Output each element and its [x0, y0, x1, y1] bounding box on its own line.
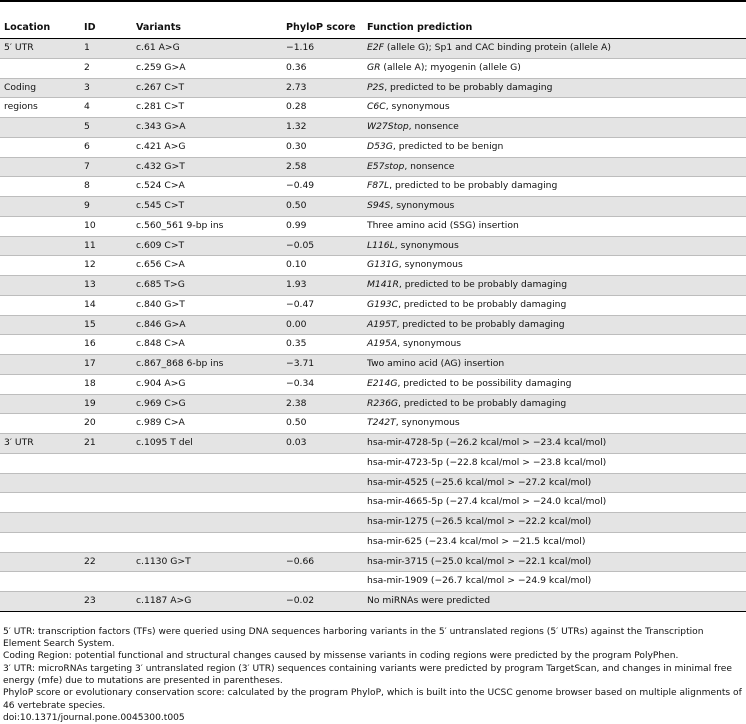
variant-cell: c.1095 T del — [132, 434, 282, 454]
function-prediction-text: , nonsence — [408, 121, 459, 132]
function-prediction-text: hsa-mir-4728-5p (−26.2 kcal/mol > −23.4 kcal/mol) — [367, 437, 607, 448]
location-cell — [0, 137, 80, 157]
table-row — [0, 394, 746, 414]
phylop-score-cell: 0.35 — [282, 335, 363, 355]
phylop-score-cell: 0.03 — [282, 434, 363, 454]
function-prediction-text: , predicted to be benign — [392, 140, 504, 152]
function-prediction-text: hsa-mir-1909 (−26.7 kcal/mol > −24.9 kcal/mol) — [367, 575, 592, 587]
table-row — [0, 513, 746, 533]
variant-cell: c.848 C>A — [132, 335, 282, 355]
function-prediction-cell — [363, 256, 746, 276]
variant-cell: c.421 A>G — [132, 137, 282, 157]
variant-cell: c.524 C>A — [132, 177, 282, 197]
location-cell — [0, 532, 80, 552]
function-prediction-mutation: M141R — [367, 279, 399, 290]
doi-text: doi:10.1371/journal.pone.0045300.t005 — [3, 712, 185, 723]
location-cell — [0, 414, 80, 434]
phylop-score-cell: −0.05 — [282, 236, 363, 256]
function-prediction-cell — [363, 39, 746, 59]
table-row — [0, 335, 746, 355]
function-prediction-cell — [363, 572, 746, 592]
table-row — [0, 197, 746, 217]
phylop-score-cell: −1.16 — [282, 39, 363, 59]
function-prediction-text: (allele G); Sp1 and CAC binding protein (allele A) — [383, 42, 611, 53]
phylop-score-cell — [282, 513, 363, 533]
function-prediction-text: (allele A); myogenin (allele G) — [380, 61, 521, 73]
function-prediction-cell — [363, 453, 746, 473]
function-prediction-mutation: E214G — [367, 377, 398, 389]
variant-cell: c.989 C>A — [132, 414, 282, 434]
id-cell: 22 — [80, 552, 132, 572]
variant-cell: c.867_868 6-bp ins — [132, 355, 282, 375]
function-prediction-mutation: S94S — [367, 200, 391, 211]
phylop-score-cell: 0.00 — [282, 315, 363, 335]
location-cell — [0, 197, 80, 217]
table-row — [0, 276, 746, 296]
footnote: 3′ UTR: microRNAs targeting 3′ untranslated region (3′ UTR) sequences containing variants were predicted by program TargetScan, and changes in minimal free energy (mfe) due to mutations are presented in parentheses. — [3, 663, 732, 686]
location-cell: 3′ UTR — [0, 434, 80, 454]
table-row — [0, 58, 746, 78]
function-prediction-cell — [363, 216, 746, 236]
variant-cell: c.343 G>A — [132, 118, 282, 138]
function-prediction-mutation: T242T — [367, 417, 396, 429]
table-row — [0, 78, 746, 98]
function-prediction-text: , predicted to be probably damaging — [389, 180, 558, 192]
function-prediction-mutation: D53G — [367, 140, 393, 152]
header-id: ID — [80, 16, 132, 39]
table-row — [0, 236, 746, 256]
id-cell: 19 — [80, 394, 132, 414]
id-cell: 21 — [80, 434, 132, 454]
id-cell — [80, 572, 132, 592]
location-cell — [0, 256, 80, 276]
variant-cell — [132, 493, 282, 513]
location-cell — [0, 177, 80, 197]
location-cell — [0, 276, 80, 296]
id-cell: 11 — [80, 236, 132, 256]
phylop-score-cell: 0.28 — [282, 98, 363, 118]
table-row — [0, 157, 746, 177]
phylop-score-cell — [282, 532, 363, 552]
function-prediction-cell — [363, 98, 746, 118]
location-cell — [0, 355, 80, 375]
table-body — [0, 39, 746, 612]
function-prediction-text: hsa-mir-4665-5p (−27.4 kcal/mol > −24.0 kcal/mol) — [367, 496, 607, 508]
location-cell — [0, 295, 80, 315]
top-rule — [0, 0, 746, 2]
function-prediction-mutation: R236G — [367, 397, 399, 409]
function-prediction-text: Two amino acid (AG) insertion — [367, 358, 505, 369]
function-prediction-text: , predicted to be probably damaging — [396, 318, 565, 330]
location-cell — [0, 216, 80, 236]
function-prediction-cell — [363, 592, 746, 612]
table-row — [0, 414, 746, 434]
phylop-score-cell: 2.38 — [282, 394, 363, 414]
variant-cell: c.1187 A>G — [132, 592, 282, 612]
function-prediction-cell — [363, 394, 746, 414]
id-cell: 2 — [80, 58, 132, 78]
location-cell — [0, 453, 80, 473]
function-prediction-text: , synonymous — [390, 200, 455, 211]
id-cell — [80, 493, 132, 513]
footnote: 5′ UTR: transcription factors (TFs) were queried using DNA sequences harboring variants in the 5′ untranslated regions (5′ UTRs) against the Transcription Element Search System. — [3, 626, 704, 650]
function-prediction-text: , predicted to be probably damaging — [398, 397, 567, 409]
phylop-score-cell: 2.58 — [282, 157, 363, 177]
id-cell: 3 — [80, 78, 132, 98]
function-prediction-cell — [363, 58, 746, 78]
function-prediction-mutation: P2S — [367, 81, 385, 93]
function-prediction-text: , predicted to be probably damaging — [384, 81, 553, 93]
location-cell — [0, 552, 80, 572]
variant-cell: c.609 C>T — [132, 236, 282, 256]
variant-cell — [132, 453, 282, 473]
location-cell — [0, 58, 80, 78]
variant-cell: c.1130 G>T — [132, 552, 282, 572]
phylop-score-cell — [282, 493, 363, 513]
table-row — [0, 434, 746, 454]
phylop-score-cell: −0.02 — [282, 592, 363, 612]
header-phylop-score: PhyloP score — [282, 16, 363, 39]
function-prediction-cell — [363, 374, 746, 394]
location-cell — [0, 374, 80, 394]
function-prediction-cell — [363, 315, 746, 335]
table-row — [0, 374, 746, 394]
id-cell: 8 — [80, 177, 132, 197]
variant-cell — [132, 532, 282, 552]
footnote: PhyloP score or evolutionary conservation score: calculated by the program PhyloP, which is built into the UCSC genome browser based on multiple alignments of 46 vertebrate species. — [3, 688, 742, 711]
function-prediction-text: hsa-mir-1275 (−26.5 kcal/mol > −22.2 kcal/mol) — [367, 516, 592, 527]
variant-cell: c.685 T>G — [132, 276, 282, 296]
table-row — [0, 39, 746, 59]
function-prediction-text: hsa-mir-3715 (−25.0 kcal/mol > −22.1 kcal/mol) — [367, 555, 592, 567]
variant-cell: c.61 A>G — [132, 39, 282, 59]
location-cell — [0, 493, 80, 513]
function-prediction-cell — [363, 434, 746, 454]
function-prediction-text: Three amino acid (SSG) insertion — [367, 219, 519, 231]
header-location: Location — [0, 16, 80, 39]
location-cell — [0, 394, 80, 414]
phylop-score-cell: 1.93 — [282, 276, 363, 296]
table-row — [0, 177, 746, 197]
function-prediction-text: , predicted to be probably damaging — [398, 298, 567, 310]
function-prediction-mutation: A195A — [367, 338, 398, 350]
function-prediction-cell — [363, 78, 746, 98]
id-cell: 23 — [80, 592, 132, 612]
id-cell: 9 — [80, 197, 132, 217]
id-cell: 13 — [80, 276, 132, 296]
function-prediction-cell — [363, 236, 746, 256]
table-row — [0, 98, 746, 118]
function-prediction-text: , predicted to be probably damaging — [398, 279, 568, 290]
table-row — [0, 355, 746, 375]
table-footnotes — [0, 626, 746, 724]
variant-cell: c.432 G>T — [132, 157, 282, 177]
location-cell — [0, 335, 80, 355]
variant-cell: c.281 C>T — [132, 98, 282, 118]
variant-cell: c.656 C>A — [132, 256, 282, 276]
id-cell: 15 — [80, 315, 132, 335]
table-row — [0, 315, 746, 335]
location-cell — [0, 315, 80, 335]
id-cell: 6 — [80, 137, 132, 157]
function-prediction-cell — [363, 473, 746, 493]
function-prediction-text: , predicted to be possibility damaging — [397, 377, 572, 389]
phylop-score-cell: −0.66 — [282, 552, 363, 572]
function-prediction-cell — [363, 335, 746, 355]
variant-cell: c.904 A>G — [132, 374, 282, 394]
table-row — [0, 552, 746, 572]
table-row — [0, 295, 746, 315]
function-prediction-cell — [363, 355, 746, 375]
id-cell: 10 — [80, 216, 132, 236]
variant-cell: c.259 G>A — [132, 58, 282, 78]
function-prediction-text: , synonymous — [397, 338, 462, 350]
function-prediction-cell — [363, 197, 746, 217]
phylop-score-cell: 0.10 — [282, 256, 363, 276]
location-cell — [0, 572, 80, 592]
function-prediction-mutation: L116L — [367, 239, 395, 251]
variant-cell — [132, 572, 282, 592]
header-row — [0, 16, 746, 39]
location-cell — [0, 473, 80, 493]
location-cell: regions — [0, 98, 80, 118]
phylop-score-cell: −0.49 — [282, 177, 363, 197]
id-cell: 1 — [80, 39, 132, 59]
function-prediction-text: , nonsence — [404, 160, 455, 172]
table-row — [0, 493, 746, 513]
location-cell — [0, 118, 80, 138]
phylop-score-cell: 0.99 — [282, 216, 363, 236]
table-row — [0, 216, 746, 236]
table-row — [0, 572, 746, 592]
table-row — [0, 532, 746, 552]
function-prediction-cell — [363, 295, 746, 315]
function-prediction-mutation: E2F — [367, 42, 384, 53]
table-row — [0, 137, 746, 157]
table-header — [0, 16, 746, 39]
phylop-score-cell: −3.71 — [282, 355, 363, 375]
phylop-score-cell — [282, 473, 363, 493]
id-cell: 18 — [80, 374, 132, 394]
function-prediction-cell — [363, 157, 746, 177]
id-cell — [80, 532, 132, 552]
id-cell: 4 — [80, 98, 132, 118]
variants-table — [0, 16, 746, 612]
function-prediction-mutation: G193C — [367, 298, 399, 310]
function-prediction-mutation: F87L — [367, 180, 390, 192]
phylop-score-cell: 0.50 — [282, 197, 363, 217]
id-cell — [80, 473, 132, 493]
id-cell: 20 — [80, 414, 132, 434]
variant-cell: c.560_561 9-bp ins — [132, 216, 282, 236]
location-cell — [0, 157, 80, 177]
location-cell: 5′ UTR — [0, 39, 80, 59]
id-cell: 16 — [80, 335, 132, 355]
variant-cell: c.840 G>T — [132, 295, 282, 315]
phylop-score-cell: 0.36 — [282, 58, 363, 78]
id-cell — [80, 513, 132, 533]
function-prediction-text: hsa-mir-4723-5p (−22.8 kcal/mol > −23.8 kcal/mol) — [367, 456, 607, 468]
phylop-score-cell — [282, 572, 363, 592]
function-prediction-mutation: A195T — [367, 318, 397, 330]
header-function-prediction: Function prediction — [363, 16, 746, 39]
function-prediction-cell — [363, 552, 746, 572]
function-prediction-mutation: C6C — [367, 101, 386, 113]
function-prediction-text: No miRNAs were predicted — [367, 595, 491, 606]
phylop-score-cell: 0.30 — [282, 137, 363, 157]
function-prediction-cell — [363, 513, 746, 533]
function-prediction-mutation: E57stop — [367, 160, 405, 172]
id-cell: 7 — [80, 157, 132, 177]
function-prediction-mutation: W27Stop — [367, 121, 409, 132]
function-prediction-text: , synonymous — [395, 417, 460, 429]
variant-cell: c.846 G>A — [132, 315, 282, 335]
location-cell: Coding — [0, 78, 80, 98]
function-prediction-cell — [363, 177, 746, 197]
function-prediction-cell — [363, 118, 746, 138]
variant-cell: c.267 C>T — [132, 78, 282, 98]
footnote: Coding Region: potential functional and structural changes caused by missense variants in coding regions were predicted by the program PolyPhen. — [3, 651, 679, 662]
phylop-score-cell — [282, 453, 363, 473]
phylop-score-cell: 1.32 — [282, 118, 363, 138]
function-prediction-cell — [363, 532, 746, 552]
phylop-score-cell: 2.73 — [282, 78, 363, 98]
function-prediction-text: hsa-mir-4525 (−25.6 kcal/mol > −27.2 kcal/mol) — [367, 476, 592, 488]
location-cell — [0, 513, 80, 533]
function-prediction-text: , synonymous — [394, 239, 459, 251]
function-prediction-cell — [363, 276, 746, 296]
phylop-score-cell: −0.34 — [282, 374, 363, 394]
function-prediction-text: , synonymous — [385, 101, 450, 113]
function-prediction-cell — [363, 137, 746, 157]
location-cell — [0, 592, 80, 612]
variant-cell — [132, 513, 282, 533]
function-prediction-mutation: GR — [367, 61, 381, 73]
function-prediction-cell — [363, 414, 746, 434]
table-row — [0, 118, 746, 138]
table-row — [0, 473, 746, 493]
table-row — [0, 453, 746, 473]
phylop-score-cell: 0.50 — [282, 414, 363, 434]
id-cell: 14 — [80, 295, 132, 315]
function-prediction-cell — [363, 493, 746, 513]
function-prediction-text: hsa-mir-625 (−23.4 kcal/mol > −21.5 kcal/mol) — [367, 535, 586, 547]
table-row — [0, 256, 746, 276]
variant-cell — [132, 473, 282, 493]
id-cell: 5 — [80, 118, 132, 138]
table-row — [0, 592, 746, 612]
function-prediction-mutation: G131G — [367, 259, 399, 271]
function-prediction-text: , synonymous — [398, 259, 463, 271]
location-cell — [0, 236, 80, 256]
variant-cell: c.545 C>T — [132, 197, 282, 217]
header-variants: Variants — [132, 16, 282, 39]
variant-cell: c.969 C>G — [132, 394, 282, 414]
phylop-score-cell: −0.47 — [282, 295, 363, 315]
id-cell: 12 — [80, 256, 132, 276]
id-cell: 17 — [80, 355, 132, 375]
id-cell — [80, 453, 132, 473]
